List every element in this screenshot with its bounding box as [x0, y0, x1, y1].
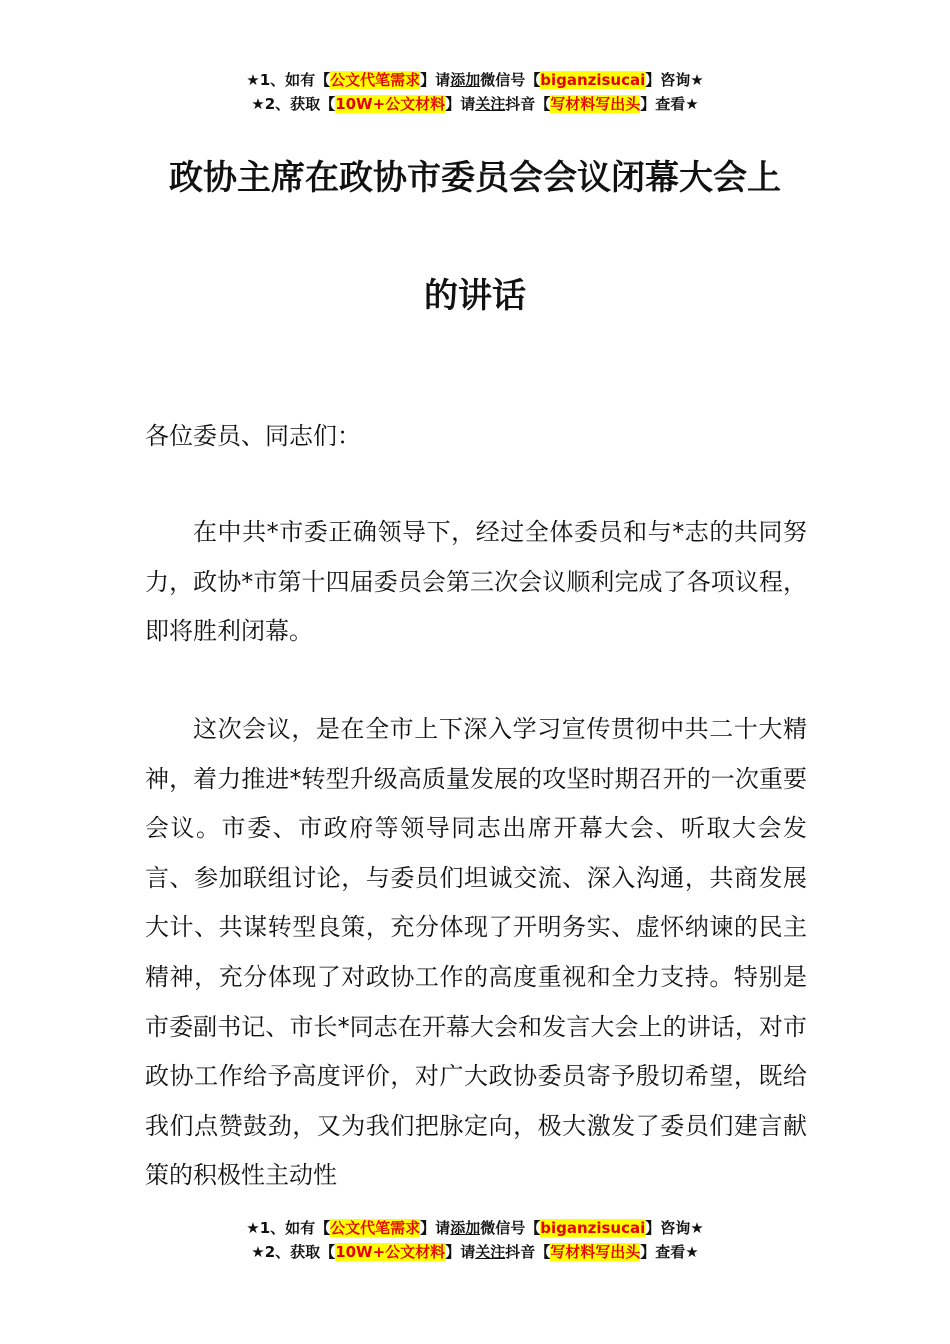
- footer-banner: [0, 1216, 950, 1264]
- banner-douyin-account: 写材料写出头: [550, 1243, 641, 1261]
- banner-highlight: 公文代笔需求: [330, 1219, 421, 1237]
- banner-underlined: 关注: [475, 1243, 506, 1261]
- banner-line-1: [0, 1216, 950, 1240]
- banner-text: 】咨询★: [645, 1219, 704, 1237]
- body-paragraph-1: 在中共*市委正确领导下，经过全体委员和与*志的共同努力，政协*市第十四届委员会第三次会议顺利完成了各项议程，即将胜利闭幕。: [145, 518, 807, 646]
- banner-text: 抖音【: [505, 1243, 551, 1261]
- banner-line-2: [0, 1240, 950, 1264]
- banner-text: ★2、获取【: [251, 1243, 336, 1261]
- banner-wechat-id: biganzisucai: [540, 1219, 646, 1237]
- banner-highlight: 10W+公文材料: [335, 1243, 446, 1261]
- salutation: 各位委员、同志们：: [145, 422, 361, 450]
- banner-text: 微信号【: [480, 71, 541, 89]
- banner-underlined: 添加: [450, 1219, 481, 1237]
- banner-highlight: 10W+公文材料: [335, 95, 446, 113]
- banner-text: 】咨询★: [645, 71, 704, 89]
- banner-text: ★1、如有【: [246, 71, 331, 89]
- banner-text: 微信号【: [480, 1219, 541, 1237]
- banner-text: ★1、如有【: [246, 1219, 331, 1237]
- header-banner: [0, 68, 950, 116]
- banner-text: 】请: [420, 71, 451, 89]
- banner-text: 抖音【: [505, 95, 551, 113]
- banner-wechat-id: biganzisucai: [540, 71, 646, 89]
- banner-text: 】查看★: [640, 95, 699, 113]
- banner-highlight: 公文代笔需求: [330, 71, 421, 89]
- banner-underlined: 关注: [475, 95, 506, 113]
- banner-text: ★2、获取【: [251, 95, 336, 113]
- banner-text: 】请: [445, 95, 476, 113]
- banner-text: 】请: [445, 1243, 476, 1261]
- document-title-line-1: 政协主席在政协市委员会会议闭幕大会上: [169, 158, 781, 198]
- banner-text: 】请: [420, 1219, 451, 1237]
- banner-line-1: [0, 68, 950, 92]
- document-title-line-2: 的讲话: [424, 276, 526, 316]
- banner-underlined: 添加: [450, 71, 481, 89]
- body-paragraph-2: 这次会议，是在全市上下深入学习宣传贯彻中共二十大精神，着力推进*转型升级高质量发展的攻坚时期召开的一次重要会议。市委、市政府等领导同志出席开幕大会、听取大会发言、参加联组讨论，与委员们坦诚交流、深入沟通，共商发展大计、共谋转型良策，充分体现了开明务实、虚怀纳谏的民主精神，充分体现了对政协工作的高度重视和全力支持。特别是市委副书记、市长*同志在开幕大会和发言大会上的讲话，对市政协工作给予高度评价，对广大政协委员寄予殷切希望，既给我们点赞鼓劲，又为我们把脉定向，极大激发了委员们建言献策的积极性主动性: [145, 715, 807, 1190]
- banner-line-2: [0, 92, 950, 116]
- banner-text: 】查看★: [640, 1243, 699, 1261]
- banner-douyin-account: 写材料写出头: [550, 95, 641, 113]
